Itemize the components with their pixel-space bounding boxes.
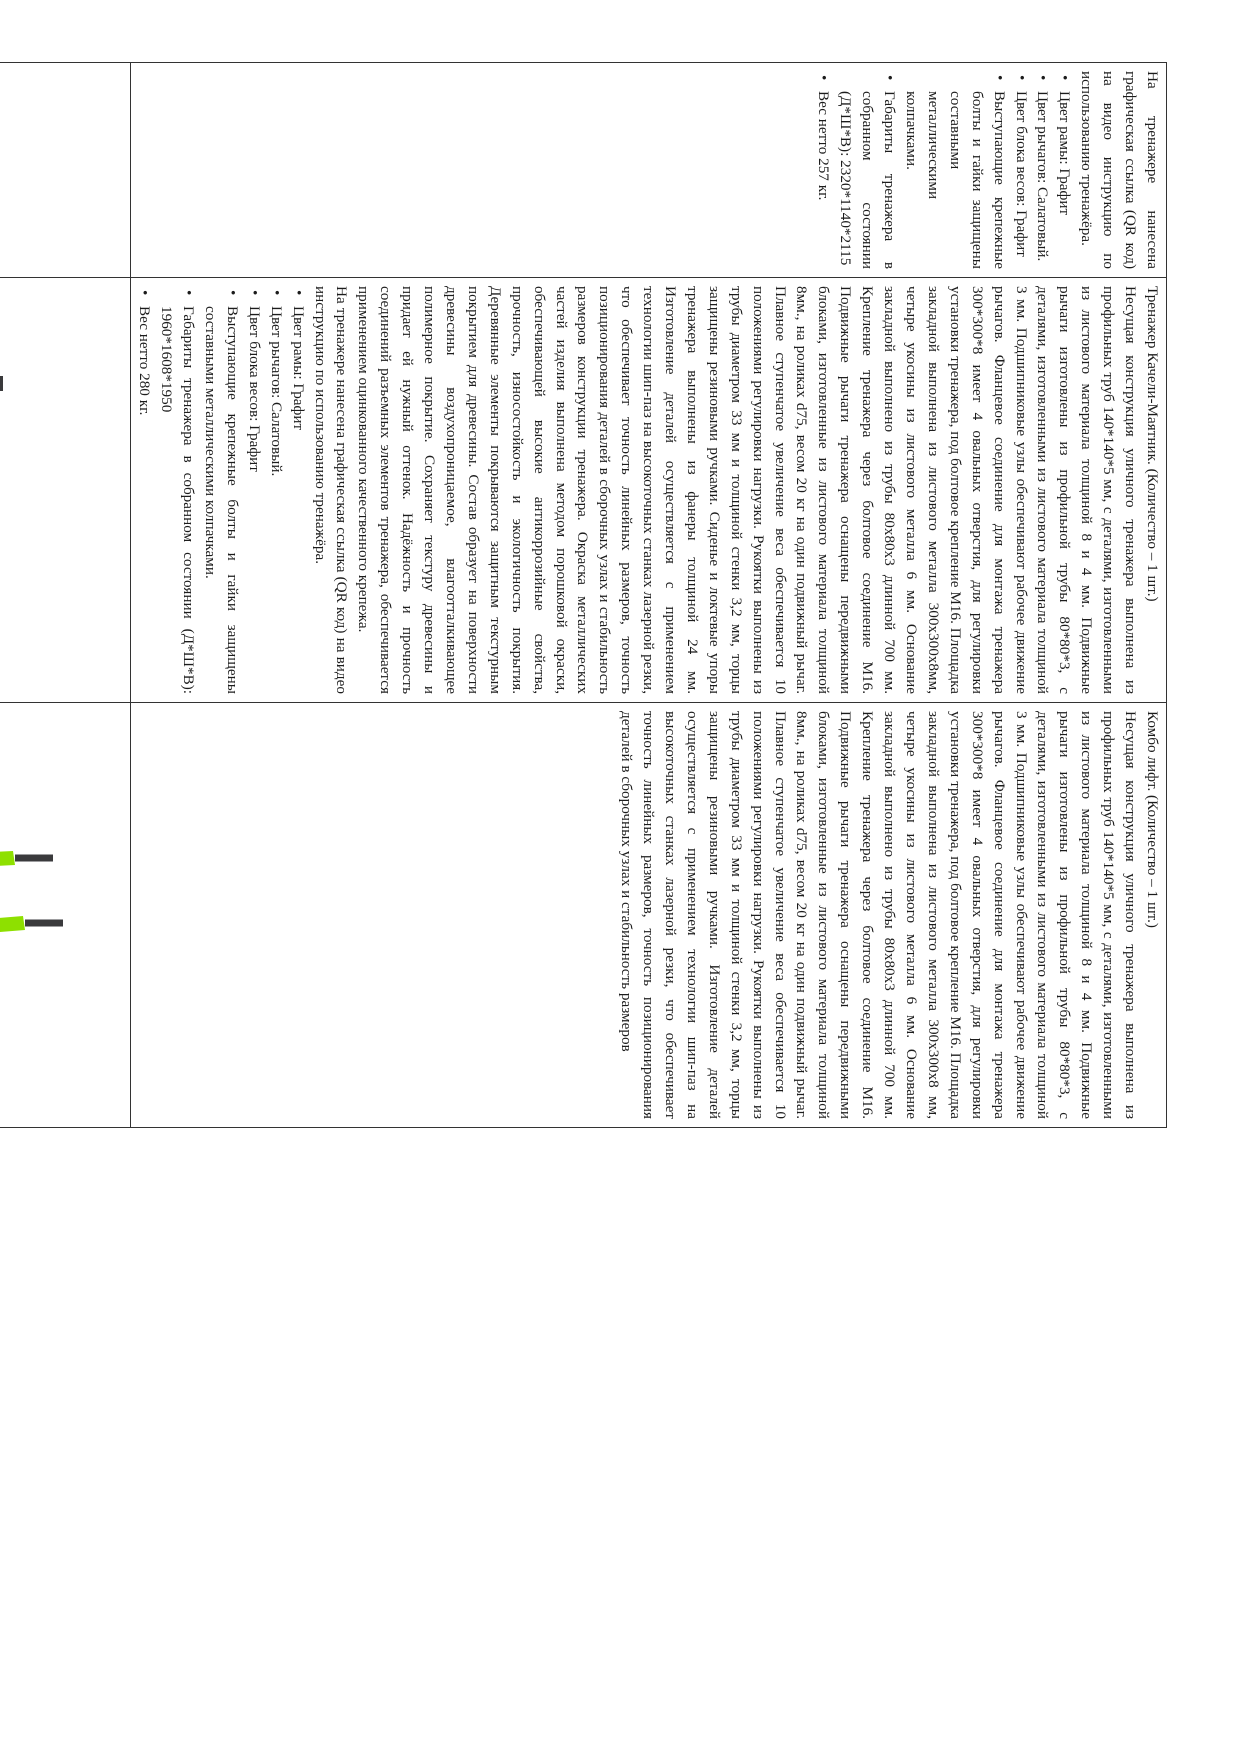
list-item: • Цвет рычагов: Салатовый. — [1032, 71, 1054, 269]
list-item: • Выступающие крепежные болты и гайки защищены составными металлическими колпачками. — [199, 286, 243, 694]
combo-lift-machine-illustration — [0, 711, 127, 1128]
list-item: • Цвет блока весов: Графит — [1010, 71, 1032, 269]
row2-title: Тренажер Качели-Маятник. (Количество – 1 шт.) — [1144, 286, 1161, 602]
list-item: • Цвет рамы: Графит — [287, 286, 309, 694]
lift-lever — [0, 831, 25, 945]
image-row — [0, 63, 131, 1691]
row3-image-cell — [0, 703, 131, 1128]
row3-text-cell — [131, 703, 1167, 1128]
list-item: • Выступающие крепежные болты и гайки защищены составными металлическими колпачками. — [900, 71, 1010, 269]
row1-text-cell — [131, 63, 1167, 278]
rotated-page — [25, 62, 1167, 1690]
row2-spec-list — [133, 286, 308, 694]
row2-image-cell — [0, 278, 131, 703]
list-item: • Вес нетто 280 кг. — [133, 286, 155, 694]
list-item: • Цвет рычагов: Салатовый. — [265, 286, 287, 694]
frame-beam — [0, 376, 3, 391]
row1-spec-list — [813, 71, 1076, 269]
list-item: • Цвет блока весов: Графит — [243, 286, 265, 694]
list-item: • Габариты тренажера в собранном состоянии (Д*Ш*В): 2320*1140*2115 — [834, 71, 900, 269]
row2-text-cell — [131, 278, 1167, 703]
row3-body: Несущая конструкция уличного тренажера выполнена из профильных труб 140*140*5 мм, с деталями, изготовленными из листового материала толщиной 8 и 4 мм. Подвижные рычаги изготовлены из профильной трубы 80*80*3, с деталями, изготовленными из листового материала толщиной 3 мм. Подшипниковые узлы обеспечивают рабочее движение рычагов. Фланцевое соединение для монтажа тренажера 300*300*8 имеет 4 овальных отверстия, для регулировки установки тренажера, под болтовое крепление М16. Площадка закладной выполнена из листового металла 300x300x8 мм, четыре укосины из листового металла 6 мм. Основание закладной выполнено из трубы 80x80x3 длинной 700 мм. Крепление тренажера через болтовое соединение М16. Подвижные рычаги тренажера оснащены передвижными блоками, изготовленные из листового материала толщиной 8мм., на роликах d75, весом 20 кг на один подвижный рычаг. Плавное ступенчатое увеличение веса обеспечивается 10 положениями регулировки нагрузки. Рукоятки выполнены из трубы диаметром 33 мм и толщиной стенки 3,2 мм, торцы защищены резиновыми ручками. Изготовление деталей осуществляется с применением технологии шип-паз на высокоточных станках лазерной резки, что обеспечивает точность линейных размеров, точность позиционирования деталей в сборочных узлах и стабильность размеров — [618, 711, 1140, 1119]
pendulum-swing-machine-illustration — [0, 286, 127, 703]
blank-cell — [0, 1128, 131, 1691]
list-item: • Цвет рамы: Графит — [1053, 71, 1075, 269]
list-item: • Габариты тренажера в собранном состоянии (Д*Ш*В): 1960*1608*1950 — [155, 286, 199, 694]
row3-title: Комбо лифт. (Количество – 1 шт.) — [1144, 711, 1161, 928]
row2-body: Несущая конструкция уличного тренажера выполнена из профильных труб 140*140*5 мм, с деталями, изготовленными из листового материала толщиной 8 и 4 мм. Подвижные рычаги изготовлены из профильной трубы 80*80*3, с деталями, изготовленными из листового материала толщиной 3 мм. Подшипниковые узлы обеспечивают рабочее движение рычагов. Фланцевое соединение для монтажа тренажера 300*300*8 имеет 4 овальных отверстия, для регулировки установки тренажера, под болтовое крепление М16. Площадка закладной выполнена из листового металла 300x300x8мм, четыре укосины из листового металла 6 мм. Основание закладной выполнено из трубы 80x80x3 длинной 700 мм. Крепление тренажера через болтовое соединение М16. Подвижные рычаги тренажера оснащены передвижными блоками, изготовленные из листового материала толщиной 8мм., на роликах d75, весом 20 кг на один подвижный рычаг. Плавное ступенчатое увеличение веса обеспечивается 10 положениями регулировки нагрузки. Рукоятки выполнены из трубы диаметром 33 мм и толщиной стенки 3,2 мм, торцы защищены резиновыми ручками. Сиденье и локтевые упоры тренажера выполнены из фанеры толщиной 24 мм. Изготовление деталей осуществляется с применением технологии шип-паз на высокоточных станках лазерной резки, что обеспечивает точность линейных размеров, точность позиционирования деталей в сборочных узлах и стабильность размеров конструкции тренажера. Окраска металлических частей изделия выполнена методом порошковой окраски, обеспечивающей высокие антикоррозийные свойства, прочность, износостойкость и экологичность покрытия. Деревянные элементы покрываются защитным текстурным покрытием для древесины. Состав образует на поверхности древесины воздухопроницаемое, влагоотталкивающее полимерное покрытие. Сохраняет текстуру древесины и придает ей нужный оттенок. Надёжность и прочность соединений разъемных элементов тренажера, обеспечивается применением оцинкованного качественного крепежа. — [355, 286, 1140, 694]
list-item: • Вес нетто 257 кг. — [813, 71, 835, 269]
row2-qr-note: На тренажере нанесена графическая ссылка (QR код) на видео инструкцию по использованию тренажёра. — [311, 286, 351, 694]
row1-qr-note: На тренажере нанесена графическая ссылка (QR код) на видео инструкцию по использованию тренажёра. — [1078, 71, 1161, 269]
row1-image-cell — [0, 63, 131, 278]
blank-cell — [131, 1128, 1167, 1691]
table-header-row — [131, 63, 1167, 1691]
spec-table — [0, 62, 1167, 1691]
lift-lever — [0, 741, 15, 875]
